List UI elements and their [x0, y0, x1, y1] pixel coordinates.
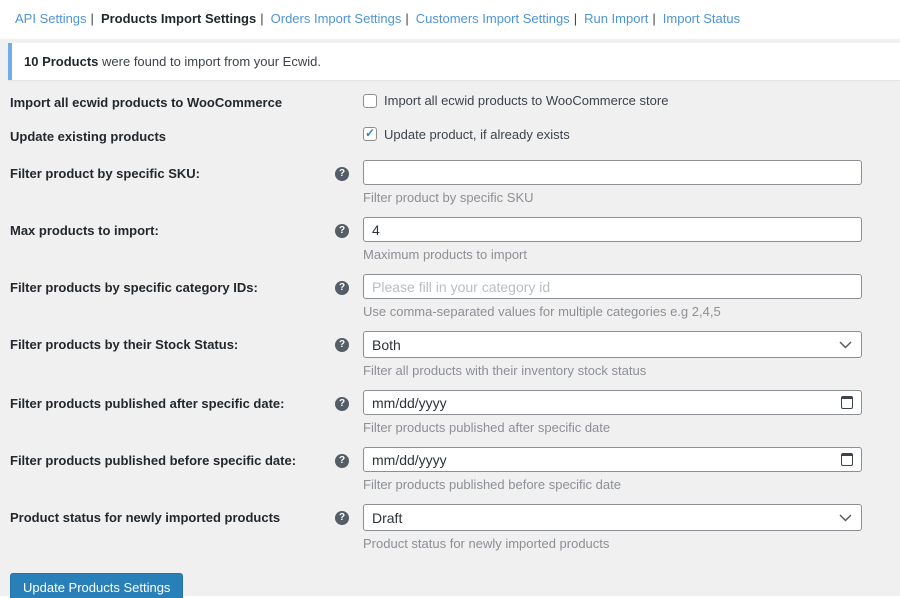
field-label: Product status for newly imported products	[10, 510, 281, 526]
form-row-sku-filter	[10, 160, 862, 206]
sku-filter-input[interactable]	[363, 160, 862, 185]
field-label: Filter products published before specific date:	[10, 453, 297, 469]
help-icon[interactable]: ?	[335, 224, 349, 238]
import-all-checkbox[interactable]	[363, 94, 377, 108]
tab-separator: |	[573, 11, 578, 26]
form-row-product-status	[10, 504, 862, 552]
settings-tabs	[0, 0, 900, 39]
form-row-max-products	[10, 217, 862, 263]
import-all-checkbox-label[interactable]	[363, 93, 668, 108]
update-products-settings-button[interactable]: Update Products Settings	[10, 573, 183, 598]
tab-customers-import-settings[interactable]: Customers Import Settings	[415, 11, 570, 26]
field-label: Update existing products	[10, 128, 167, 144]
field-description: Filter products published after specific date	[363, 420, 611, 436]
notice-message	[24, 54, 888, 69]
max-products-input[interactable]	[363, 217, 862, 242]
form-row-import-all	[10, 93, 862, 112]
notice-text: were found to import from your Ecwid.	[98, 54, 321, 69]
tab-separator: |	[260, 11, 264, 26]
category-ids-input[interactable]	[363, 274, 862, 299]
calendar-icon[interactable]	[841, 453, 853, 466]
notice-count: 10 Products	[24, 54, 99, 69]
help-icon[interactable]: ?	[335, 167, 349, 181]
field-description: Filter product by specific SKU	[363, 190, 534, 206]
tab-separator: |	[652, 11, 656, 26]
stock-status-select[interactable]	[363, 331, 862, 358]
checkbox-label-text: Import all ecwid products to WooCommerce store	[384, 93, 669, 108]
field-label: Import all ecwid products to WooCommerce	[10, 95, 283, 110]
help-icon[interactable]: ?	[335, 454, 349, 468]
tab-run-import[interactable]: Run Import	[584, 11, 649, 26]
calendar-icon[interactable]	[841, 396, 853, 409]
form-row-update-existing	[10, 127, 862, 146]
field-label: Max products to import:	[10, 223, 159, 239]
checkbox-label-text: Update product, if already exists	[384, 126, 570, 142]
form-row-published-before	[10, 447, 862, 493]
help-icon[interactable]: ?	[335, 338, 349, 352]
field-label: Filter product by specific SKU:	[10, 166, 200, 182]
published-after-date-input[interactable]	[363, 390, 862, 415]
product-status-select[interactable]	[363, 504, 862, 531]
published-before-date-input[interactable]	[363, 447, 862, 472]
form-row-category-ids	[10, 274, 862, 320]
field-description: Use comma-separated values for multiple categories e.g 2,4,5	[363, 304, 721, 320]
field-label: Filter products published after specific date:	[10, 396, 285, 412]
tab-products-import-settings[interactable]: Products Import Settings	[100, 11, 257, 26]
tab-separator: |	[90, 11, 94, 26]
tab-orders-import-settings[interactable]: Orders Import Settings	[270, 11, 402, 26]
field-description: Filter products published before specific date	[363, 477, 621, 493]
field-description: Product status for newly imported products	[363, 536, 610, 552]
products-import-settings-form	[0, 80, 900, 552]
help-icon[interactable]: ?	[335, 281, 349, 295]
update-existing-checkbox[interactable]	[363, 127, 377, 141]
tab-import-status[interactable]: Import Status	[662, 11, 741, 26]
help-icon[interactable]: ?	[335, 397, 349, 411]
update-existing-checkbox-label[interactable]	[363, 127, 570, 142]
tab-separator: |	[405, 11, 409, 26]
field-description: Maximum products to import	[363, 247, 527, 263]
field-description: Filter all products with their inventory stock status	[363, 363, 647, 379]
info-notice	[8, 43, 900, 80]
tab-api-settings[interactable]: API Settings	[15, 11, 87, 26]
field-label: Filter products by their Stock Status:	[10, 337, 239, 353]
form-row-published-after	[10, 390, 862, 436]
help-icon[interactable]: ?	[335, 511, 349, 525]
field-label: Filter products by specific category IDs:	[10, 280, 258, 296]
page-body	[0, 39, 900, 596]
form-row-stock-status	[10, 331, 862, 379]
